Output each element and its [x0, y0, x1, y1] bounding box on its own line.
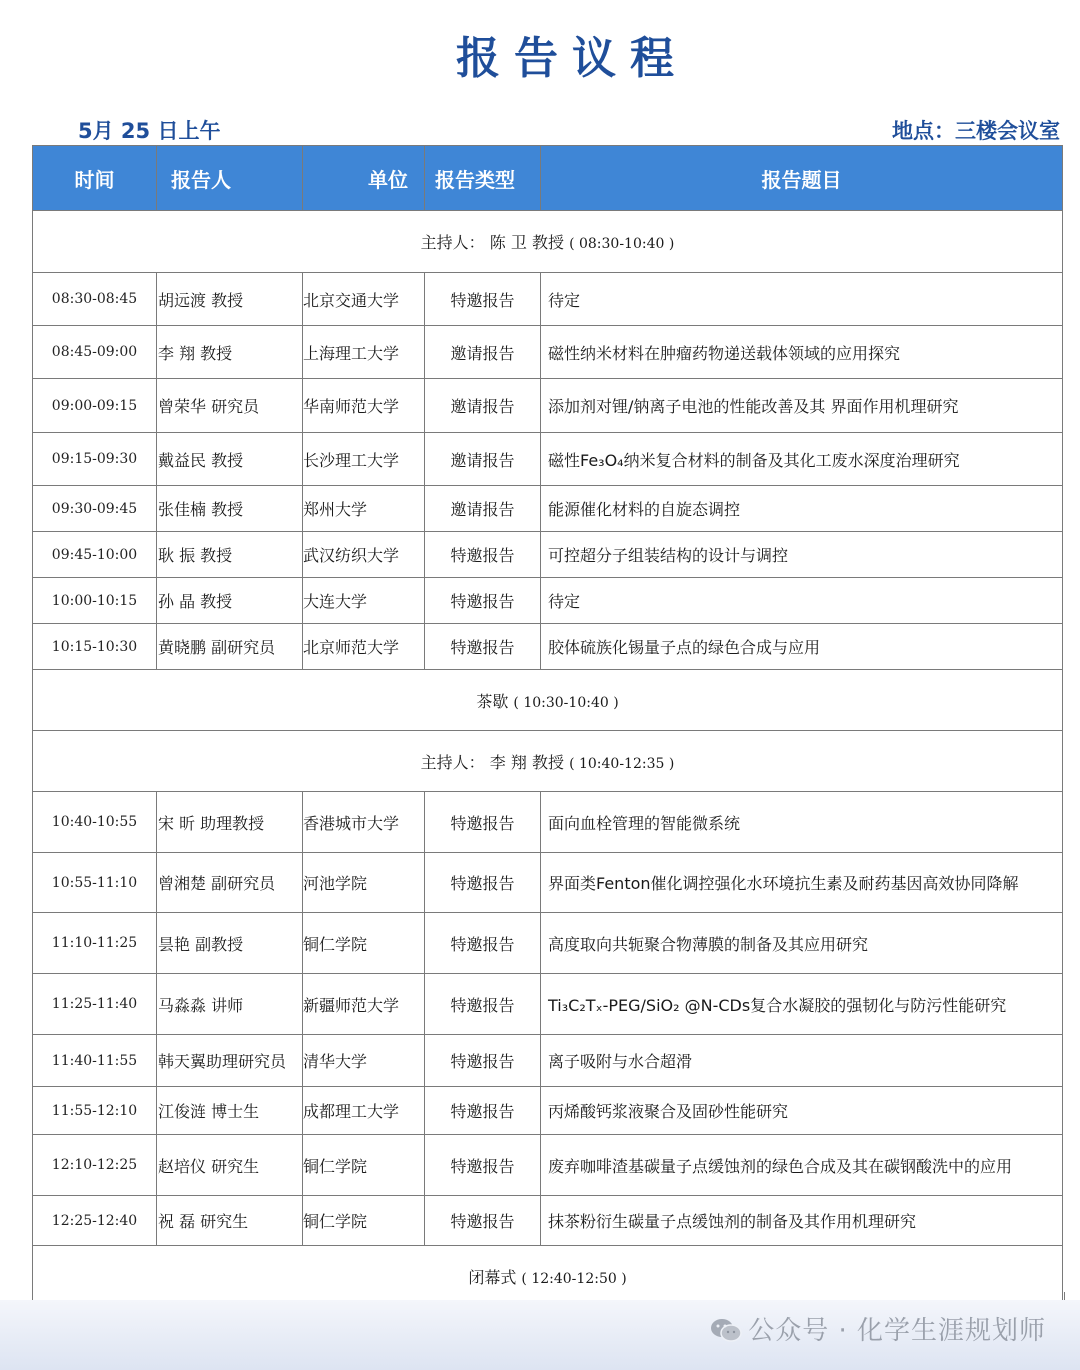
- agenda-body: [33, 211, 1063, 1307]
- cell-type: 邀请报告: [425, 326, 541, 379]
- cell-org: 铜仁学院: [303, 1135, 425, 1196]
- cell-speaker: 李 翔 教授: [157, 326, 303, 379]
- cell-topic: 待定: [541, 578, 1063, 624]
- cell-org: 大连大学: [303, 578, 425, 624]
- cell-time: 09:15-09:30: [33, 433, 157, 486]
- cell-time: 08:30-08:45: [33, 273, 157, 326]
- cell-speaker: 曾湘楚 副研究员: [157, 853, 303, 913]
- cell-speaker: 韩天翼助理研究员: [157, 1035, 303, 1087]
- cell-type: 特邀报告: [425, 624, 541, 670]
- cell-topic: 待定: [541, 273, 1063, 326]
- watermark-text: 公众号 · 化学生涯规划师: [748, 1316, 1046, 1346]
- column-header-topic: 报告题目: [541, 146, 1063, 211]
- section-time: ( 10:30-10:40 ): [513, 694, 619, 711]
- cell-time: 09:00-09:15: [33, 379, 157, 433]
- cell-topic: 高度取向共轭聚合物薄膜的制备及其应用研究: [541, 913, 1063, 974]
- cell-speaker: 胡远渡 教授: [157, 273, 303, 326]
- cell-org: 铜仁学院: [303, 1196, 425, 1246]
- cell-org: 清华大学: [303, 1035, 425, 1087]
- section-name: 李 翔 教授: [489, 752, 564, 772]
- host-row: [33, 211, 1063, 273]
- host-row-cell: [33, 211, 1063, 273]
- cell-topic: 磁性纳米材料在肿瘤药物递送载体领域的应用探究: [541, 326, 1063, 379]
- table-row: [33, 578, 1063, 624]
- cell-topic: 废弃咖啡渣基碳量子点缓蚀剂的绿色合成及其在碳钢酸洗中的应用: [541, 1135, 1063, 1196]
- cell-time: 12:10-12:25: [33, 1135, 157, 1196]
- page-title: 报告议程: [456, 33, 688, 84]
- cell-org: 武汉纺织大学: [303, 532, 425, 578]
- cell-speaker: 耿 振 教授: [157, 532, 303, 578]
- cell-topic: 丙烯酸钙浆液聚合及固砂性能研究: [541, 1087, 1063, 1135]
- cell-topic: 界面类Fenton催化调控强化水环境抗生素及耐药基因高效协同降解: [541, 853, 1063, 913]
- table-row: [33, 1135, 1063, 1196]
- cell-time: 10:40-10:55: [33, 792, 157, 853]
- table-row: [33, 1196, 1063, 1246]
- cell-type: 特邀报告: [425, 578, 541, 624]
- host-row-cell: [33, 731, 1063, 792]
- cell-time: 11:10-11:25: [33, 913, 157, 974]
- cell-topic: 添加剂对锂/钠离子电池的性能改善及其 界面作用机理研究: [541, 379, 1063, 433]
- cell-type: 特邀报告: [425, 792, 541, 853]
- table-row: [33, 1035, 1063, 1087]
- table-row: [33, 1087, 1063, 1135]
- cell-topic: Ti₃C₂Tₓ-PEG/SiO₂ @N-CDs复合水凝胶的强韧化与防污性能研究: [541, 974, 1063, 1035]
- column-header-speaker: 报告人: [157, 146, 303, 211]
- table-row: [33, 853, 1063, 913]
- cell-type: 特邀报告: [425, 273, 541, 326]
- cell-speaker: 曾荣华 研究员: [157, 379, 303, 433]
- cell-org: 北京师范大学: [303, 624, 425, 670]
- cell-org: 铜仁学院: [303, 913, 425, 974]
- table-row: [33, 792, 1063, 853]
- table-row: [33, 913, 1063, 974]
- cell-type: 邀请报告: [425, 433, 541, 486]
- table-row: [33, 326, 1063, 379]
- cell-speaker: 戴益民 教授: [157, 433, 303, 486]
- cell-time: 11:55-12:10: [33, 1087, 157, 1135]
- watermark: [710, 1310, 1046, 1350]
- cell-type: 特邀报告: [425, 1196, 541, 1246]
- header-row: [33, 146, 1063, 211]
- section-time: ( 12:40-12:50 ): [521, 1270, 627, 1287]
- table-row: [33, 624, 1063, 670]
- section-label: 闭幕式: [468, 1267, 517, 1287]
- section-time: ( 10:40-12:35 ): [569, 755, 675, 772]
- cell-speaker: 昙艳 副教授: [157, 913, 303, 974]
- cell-org: 华南师范大学: [303, 379, 425, 433]
- cell-topic: 可控超分子组装结构的设计与调控: [541, 532, 1063, 578]
- cell-type: 特邀报告: [425, 1035, 541, 1087]
- cell-topic: 磁性Fe₃O₄纳米复合材料的制备及其化工废水深度治理研究: [541, 433, 1063, 486]
- table-row: [33, 532, 1063, 578]
- cell-time: 11:25-11:40: [33, 974, 157, 1035]
- section-label: 主持人：: [420, 233, 485, 252]
- cell-type: 特邀报告: [425, 913, 541, 974]
- cell-type: 特邀报告: [425, 974, 541, 1035]
- cell-time: 11:40-11:55: [33, 1035, 157, 1087]
- cell-type: 特邀报告: [425, 1135, 541, 1196]
- cell-topic: 抹茶粉衍生碳量子点缓蚀剂的制备及其作用机理研究: [541, 1196, 1063, 1246]
- cell-speaker: 张佳楠 教授: [157, 486, 303, 532]
- column-header-org: 单位: [303, 146, 425, 211]
- cell-org: 郑州大学: [303, 486, 425, 532]
- cell-time: 10:15-10:30: [33, 624, 157, 670]
- agenda-table: [32, 145, 1063, 1306]
- cell-topic: 能源催化材料的自旋态调控: [541, 486, 1063, 532]
- cell-type: 邀请报告: [425, 486, 541, 532]
- break-row: [33, 670, 1063, 731]
- cell-type: 特邀报告: [425, 853, 541, 913]
- section-label: 茶歇: [476, 691, 509, 711]
- table-row: [33, 379, 1063, 433]
- cell-topic: 面向血栓管理的智能微系统: [541, 792, 1063, 853]
- cell-topic: 离子吸附与水合超滑: [541, 1035, 1063, 1087]
- cell-type: 邀请报告: [425, 379, 541, 433]
- cell-speaker: 祝 磊 研究生: [157, 1196, 303, 1246]
- section-label: 主持人：: [420, 752, 485, 772]
- table-row: [33, 486, 1063, 532]
- break-row-cell: [33, 670, 1063, 731]
- table-row: [33, 273, 1063, 326]
- cell-time: 09:45-10:00: [33, 532, 157, 578]
- cell-topic: 胶体硫族化锡量子点的绿色合成与应用: [541, 624, 1063, 670]
- session-date: 5月 25 日上午: [78, 119, 221, 143]
- cell-org: 长沙理工大学: [303, 433, 425, 486]
- cell-time: 08:45-09:00: [33, 326, 157, 379]
- cell-org: 河池学院: [303, 853, 425, 913]
- cell-time: 12:25-12:40: [33, 1196, 157, 1246]
- column-header-time: 时间: [33, 146, 157, 211]
- cell-speaker: 孙 晶 教授: [157, 578, 303, 624]
- cell-type: 特邀报告: [425, 1087, 541, 1135]
- cell-speaker: 黄晓鹏 副研究员: [157, 624, 303, 670]
- cell-time: 10:00-10:15: [33, 578, 157, 624]
- cell-org: 北京交通大学: [303, 273, 425, 326]
- cell-time: 10:55-11:10: [33, 853, 157, 913]
- cell-speaker: 江俊涟 博士生: [157, 1087, 303, 1135]
- table-row: [33, 974, 1063, 1035]
- location: 地点：三楼会议室: [892, 119, 1060, 143]
- wechat-icon: [710, 1317, 742, 1350]
- column-header-type: 报告类型: [425, 146, 541, 211]
- section-name: 陈 卫 教授: [489, 233, 564, 252]
- table-row: [33, 433, 1063, 486]
- section-time: ( 08:30-10:40 ): [569, 236, 675, 252]
- cell-speaker: 赵培仪 研究生: [157, 1135, 303, 1196]
- cell-org: 香港城市大学: [303, 792, 425, 853]
- host-row: [33, 731, 1063, 792]
- cell-speaker: 宋 昕 助理教授: [157, 792, 303, 853]
- cell-time: 09:30-09:45: [33, 486, 157, 532]
- cell-org: 成都理工大学: [303, 1087, 425, 1135]
- cell-type: 特邀报告: [425, 532, 541, 578]
- cell-speaker: 马淼淼 讲师: [157, 974, 303, 1035]
- cell-org: 新疆师范大学: [303, 974, 425, 1035]
- cell-org: 上海理工大学: [303, 326, 425, 379]
